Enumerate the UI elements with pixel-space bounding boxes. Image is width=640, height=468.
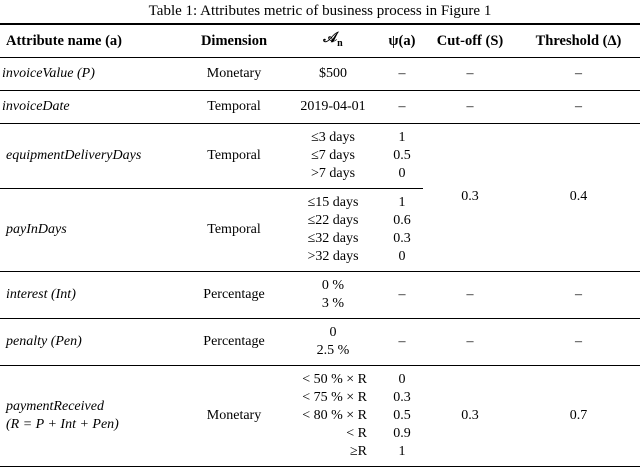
psi-value: 0 [398,371,406,387]
an-value: 3 % [321,295,345,311]
psi-cell [381,365,423,466]
an-cell [285,188,381,271]
attribute-name-cell: interest (Int) [0,271,183,318]
dimension-cell: Percentage [183,271,285,318]
table-row-interest [0,271,640,318]
an-cell [285,123,381,188]
an-value: < 50 % × R [302,371,367,387]
an-value: ≤32 days [307,230,359,246]
threshold-cell-merged: 0.4 [517,123,640,271]
dimension-cell: Monetary [183,57,285,90]
dimension-cell: Percentage [183,318,285,365]
cutoff-cell: – [423,57,517,90]
col-header-dimension: Dimension [183,24,285,57]
dimension-cell: Temporal [183,123,285,188]
an-value: 2.5 % [316,342,350,358]
an-value: >7 days [310,165,356,181]
an-value: 0 [329,324,337,340]
attribute-name-cell: payInDays [0,188,183,271]
col-header-threshold: Threshold (Δ) [517,24,640,57]
psi-value: 0.5 [393,147,411,163]
script-a-symbol: 𝒜 [323,30,338,46]
table-row-invoice-value [0,57,640,90]
attributes-table [0,23,640,467]
cutoff-cell: – [423,318,517,365]
attribute-name-cell: equipmentDeliveryDays [0,123,183,188]
an-cell: $500 [285,57,381,90]
table-row-invoice-date [0,90,640,123]
psi-cell [381,123,423,188]
an-value: ≤22 days [307,212,359,228]
dimension-cell: Temporal [183,188,285,271]
an-value: < R [346,425,367,441]
an-cell [285,318,381,365]
col-header-psi: ψ(a) [381,24,423,57]
threshold-cell: 0.7 [517,365,640,466]
psi-value: 0.5 [393,407,411,423]
cutoff-cell: – [423,271,517,318]
psi-value: 0 [398,248,406,264]
attribute-name-cell: invoiceValue (P) [0,57,183,90]
an-cell: 2019-04-01 [285,90,381,123]
an-value: < 75 % × R [302,389,367,405]
psi-cell: – [381,90,423,123]
psi-cell: – [381,318,423,365]
col-header-an [285,24,381,57]
psi-value: 1 [398,129,406,145]
table-caption: Table 1: Attributes metric of business process in Figure 1 [148,3,492,19]
an-value: 0 % [321,277,345,293]
threshold-cell: – [517,318,640,365]
attribute-name-cell: invoiceDate [0,90,183,123]
table-row-payment-received [0,365,640,466]
table-row-equipment-delivery-days [0,123,640,188]
an-value: >32 days [307,248,359,264]
psi-cell: – [381,271,423,318]
psi-value: 0 [398,165,406,181]
psi-cell [381,188,423,271]
header-row [0,24,640,57]
psi-value: 1 [398,443,406,459]
script-a-subscript: n [337,37,343,49]
cutoff-cell-merged: 0.3 [423,123,517,271]
cutoff-cell: – [423,90,517,123]
psi-value: 1 [398,194,406,210]
col-header-attribute-name: Attribute name (a) [0,24,183,57]
an-cell [285,271,381,318]
table-row-penalty [0,318,640,365]
psi-value: 0.3 [393,230,411,246]
an-value: ≥R [349,443,367,459]
an-value: < 80 % × R [302,407,367,423]
an-value: ≤15 days [307,194,359,210]
an-cell [285,365,381,466]
attribute-name-line: paymentReceived [6,398,104,414]
attribute-formula-line: (R = P + Int + Pen) [6,416,119,432]
an-value: ≤7 days [311,147,355,163]
threshold-cell: – [517,271,640,318]
dimension-cell: Temporal [183,90,285,123]
dimension-cell: Monetary [183,365,285,466]
psi-cell: – [381,57,423,90]
psi-value: 0.9 [393,425,411,441]
attribute-name-cell [0,365,183,466]
psi-value: 0.6 [393,212,411,228]
col-header-cutoff: Cut-off (S) [423,24,517,57]
threshold-cell: – [517,57,640,90]
threshold-cell: – [517,90,640,123]
an-value: ≤3 days [311,129,355,145]
attribute-name-cell: penalty (Pen) [0,318,183,365]
psi-value: 0.3 [393,389,411,405]
cutoff-cell: 0.3 [423,365,517,466]
